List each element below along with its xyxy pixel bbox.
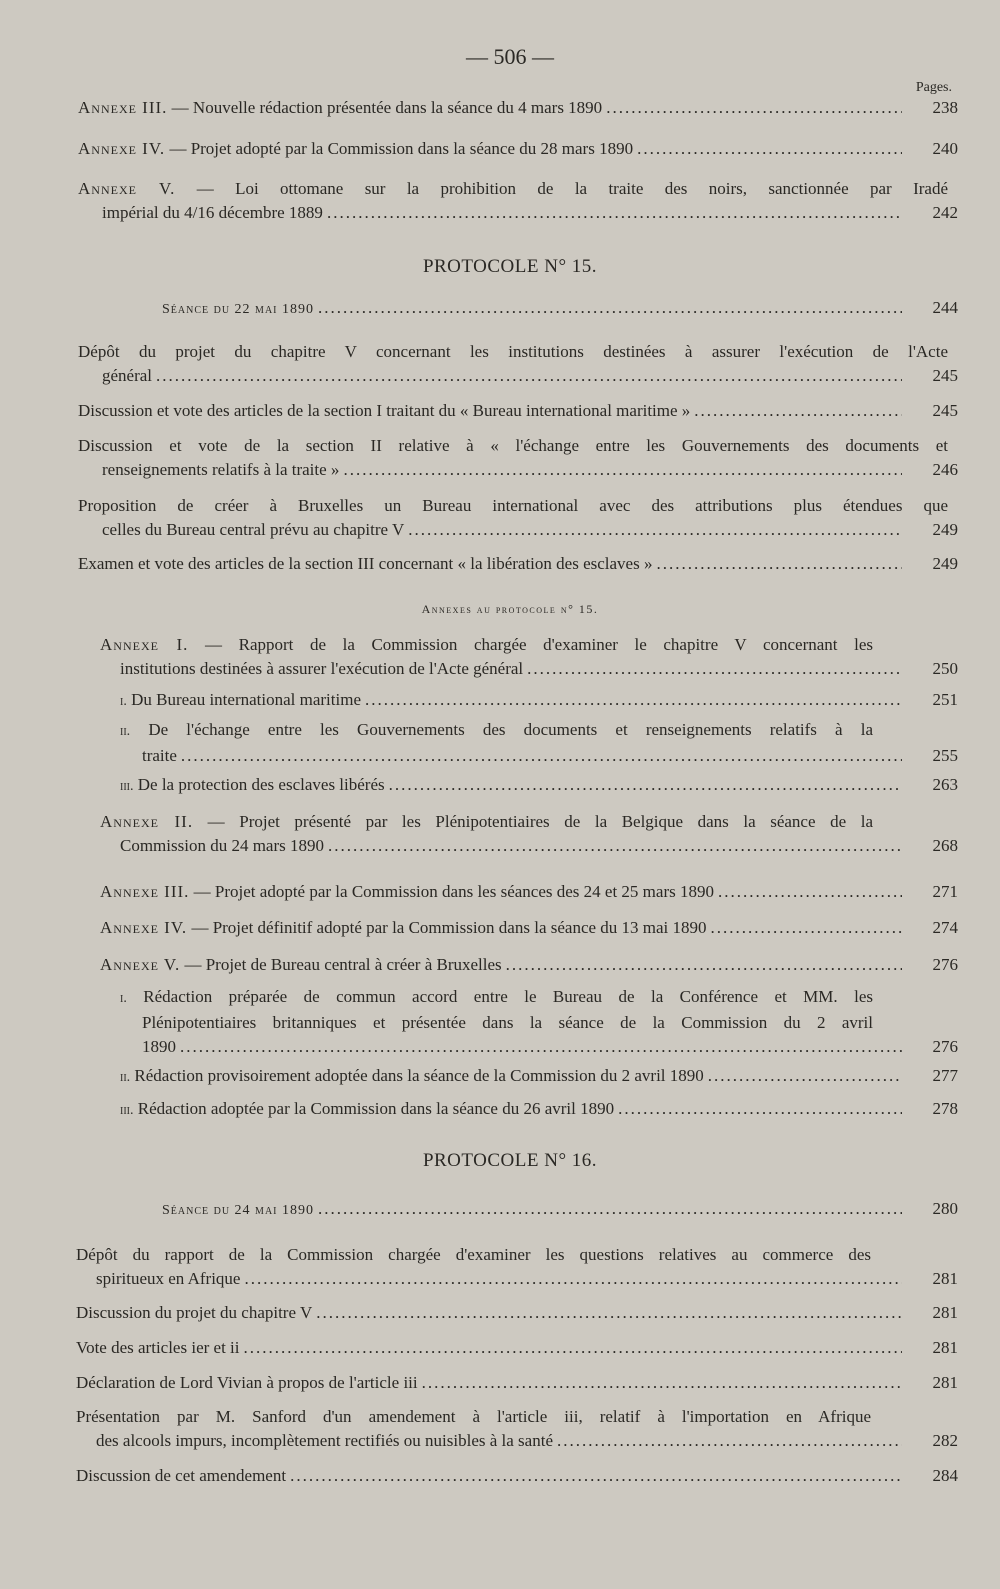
page-ref: 281 xyxy=(932,1338,958,1357)
toc-entry: Annexe IV. — Projet définitif adopté par la Commission dans la séance du 13 mai 1890 ..... 274 xyxy=(100,916,958,940)
page-ref: 244 xyxy=(932,298,958,317)
toc-sub-entry: ii. De l'échange entre les Gouvernements des documents et renseignements relatifs à la traite ..... 255 xyxy=(120,718,958,768)
toc-entry: Annexe IV. — Projet adopté par la Commission dans la séance du 28 mars 1890 ..... 240 xyxy=(78,137,958,161)
seance-entry: Séance du 24 mai 1890 ..... 280 xyxy=(162,1197,958,1223)
toc-entry: Discussion et vote de la section II relative à « l'échange entre les Gouvernements des documents et renseignements relatifs à la traite » ..... 246 xyxy=(78,434,958,482)
page-ref: 249 xyxy=(932,520,958,539)
page-ref: 281 xyxy=(932,1373,958,1392)
toc-entry: Dépôt du projet du chapitre V concernant les institutions destinées à assurer l'exécution de l'Acte général ..... 245 xyxy=(78,340,958,388)
toc-entry: Discussion de cet amendement ..... 284 xyxy=(76,1464,958,1488)
page-ref: 250 xyxy=(932,659,958,678)
page-ref: 263 xyxy=(932,775,958,794)
page-ref: 284 xyxy=(932,1466,958,1485)
page-ref: 281 xyxy=(932,1269,958,1288)
protocol-15-title: PROTOCOLE N° 15. xyxy=(422,256,598,277)
toc-entry: Annexe II. — Projet présenté par les Plénipotentiaires de la Belgique dans la séance de la Commission du 24 mars 1890 ..... 268 xyxy=(100,810,958,858)
page-ref: 249 xyxy=(932,554,958,573)
page-ref: 246 xyxy=(932,460,958,479)
page-ref: 280 xyxy=(932,1199,958,1218)
pages-column-label: Pages. xyxy=(915,80,952,95)
page-ref: 277 xyxy=(932,1066,958,1085)
toc-sub-entry: ii. Rédaction provisoirement adoptée dans la séance de la Commission du 2 avril 1890 ..... 277 xyxy=(120,1064,958,1090)
page-ref: 268 xyxy=(932,836,958,855)
toc-entry: Discussion du projet du chapitre V ..... 281 xyxy=(76,1301,958,1325)
page-ref: 255 xyxy=(932,746,958,765)
toc-entry: Discussion et vote des articles de la section I traitant du « Bureau international maritime » ..... 245 xyxy=(78,399,958,423)
page-ref: 242 xyxy=(932,203,958,222)
page-ref: 240 xyxy=(932,139,958,158)
page-ref: 245 xyxy=(932,401,958,420)
toc-entry: Présentation par M. Sanford d'un amendement à l'article iii, relatif à l'importation en Afrique des alcools impurs, incomplètement rectifiés ou nuisibles à la santé ..... 282 xyxy=(76,1405,958,1453)
page-number: — 506 — xyxy=(466,44,554,69)
annexes-heading: Annexes au protocole n° 15. xyxy=(421,602,599,616)
toc-entry: Annexe I. — Rapport de la Commission chargée d'examiner le chapitre V concernant les institutions destinées à assurer l'exécution de l'Acte général ..... 250 xyxy=(100,633,958,681)
toc-entry: Dépôt du rapport de la Commission chargée d'examiner les questions relatives au commerce des spiritueux en Afrique ..... 281 xyxy=(76,1243,958,1291)
toc-entry: Annexe V. — Projet de Bureau central à créer à Bruxelles ..... 276 xyxy=(100,953,958,977)
toc-entry: Proposition de créer à Bruxelles un Bureau international avec des attributions plus étendues que celles du Bureau central prévu au chapitre V ..... 249 xyxy=(78,494,958,542)
toc-entry: Annexe III. — Nouvelle rédaction présentée dans la séance du 4 mars 1890 ..... 238 xyxy=(78,96,958,120)
page-ref: 276 xyxy=(932,955,958,974)
toc-sub-entry: iii. Rédaction adoptée par la Commission dans la séance du 26 avril 1890 ..... 278 xyxy=(120,1097,958,1123)
protocol-16-title: PROTOCOLE N° 16. xyxy=(422,1150,598,1171)
toc-sub-entry: i. Du Bureau international maritime ..... 251 xyxy=(120,688,958,714)
page-ref: 278 xyxy=(932,1099,958,1118)
toc-sub-entry: i. Rédaction préparée de commun accord entre le Bureau de la Conférence et MM. les Plénipotentiaires britanniques et présentée dans la séance de la Commission du 2 avril 1890 ..... 276 xyxy=(120,985,958,1059)
toc-entry: Annexe III. — Projet adopté par la Commission dans les séances des 24 et 25 mars 1890 ..... 271 xyxy=(100,880,958,904)
page-ref: 245 xyxy=(932,366,958,385)
toc-entry: Examen et vote des articles de la section III concernant « la libération des esclaves » ..... 249 xyxy=(78,552,958,576)
toc-entry: Annexe V. — Loi ottomane sur la prohibition de la traite des noirs, sanctionnée par Iradé impérial du 4/16 décembre 1889 ..... 242 xyxy=(78,177,958,225)
page-ref: 274 xyxy=(932,918,958,937)
page-ref: 276 xyxy=(932,1037,958,1056)
page-ref: 271 xyxy=(932,882,958,901)
seance-entry: Séance du 22 mai 1890 ..... 244 xyxy=(162,296,958,322)
toc-sub-entry: iii. De la protection des esclaves libérés ..... 263 xyxy=(120,773,958,799)
page-ref: 281 xyxy=(932,1303,958,1322)
page-ref: 282 xyxy=(932,1431,958,1450)
toc-entry: Déclaration de Lord Vivian à propos de l'article iii ..... 281 xyxy=(76,1371,958,1395)
page-ref: 251 xyxy=(932,690,958,709)
page-ref: 238 xyxy=(932,98,958,117)
toc-entry: Vote des articles ier et ii ..... 281 xyxy=(76,1336,958,1360)
